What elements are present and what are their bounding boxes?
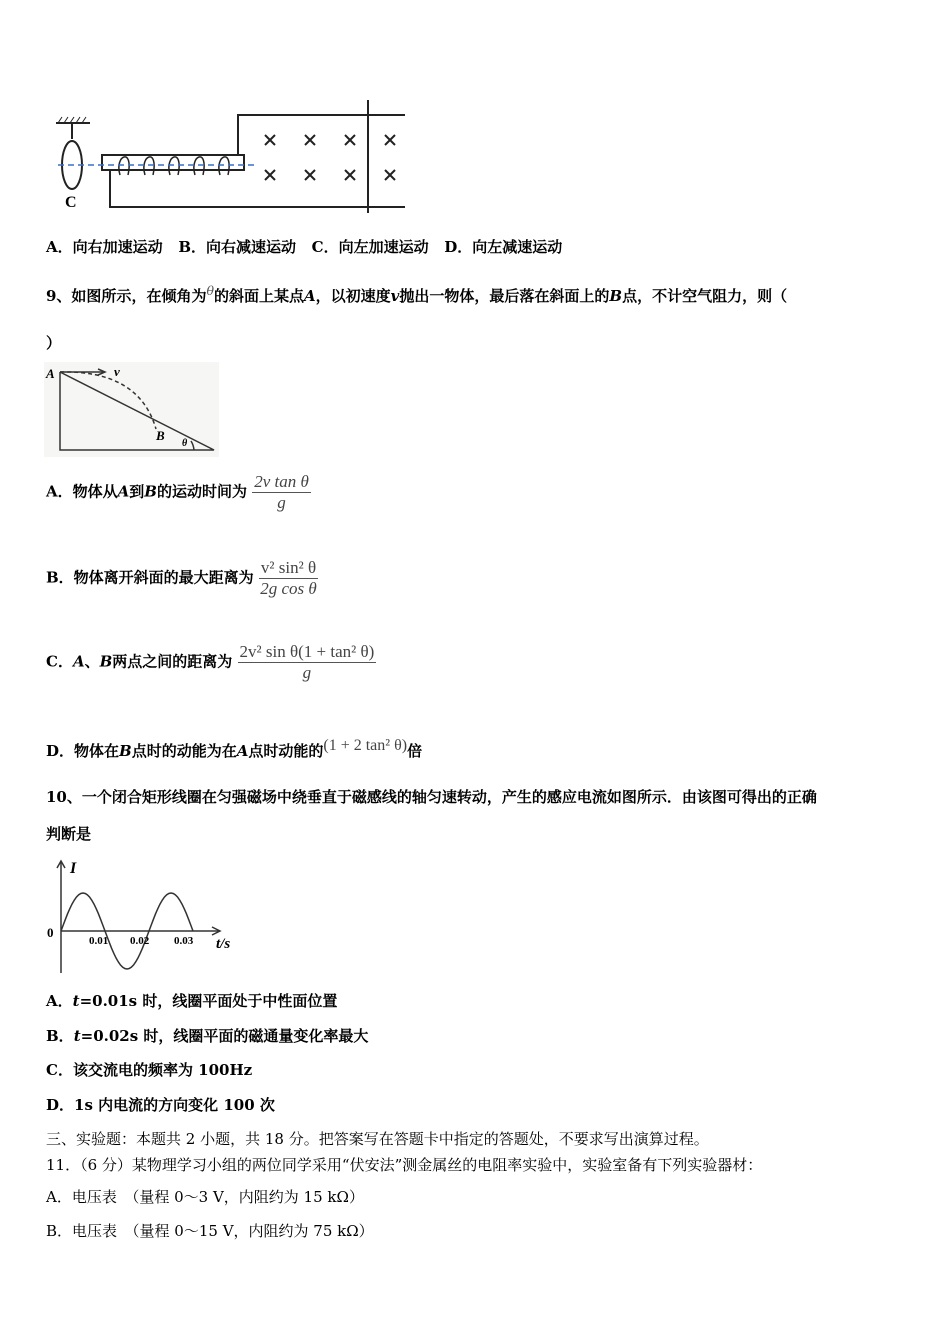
label-b: B <box>156 428 165 443</box>
q10-option-b[interactable] <box>46 1025 368 1046</box>
x-tick-0.03: 0.03 <box>174 935 194 947</box>
stem-text: 的斜面上某点 <box>213 287 304 305</box>
point-a: A <box>72 652 85 671</box>
formula: (1 + 2 tan² θ) <box>323 737 408 754</box>
q11-option-b[interactable]: B．电压表 （量程 0～15 V，内阻约为 75 kΩ） <box>46 1222 374 1240</box>
stem-text: 点，不计空气阻力，则（ <box>622 287 788 305</box>
q11-stem: 11．（6 分）某物理学习小组的两位同学采用“伏安法”测金属丝的电阻率实验中，实验室备有下列实验器材： <box>46 1156 763 1174</box>
point-a: A <box>117 482 130 501</box>
point-a: A <box>304 287 316 305</box>
q10-option-a[interactable] <box>46 990 337 1011</box>
formula <box>252 472 311 513</box>
denominator: g <box>302 663 312 682</box>
q10-stem-line1: 10、一个闭合矩形线圈在匀强磁场中绕垂直于磁感线的轴匀速转动，产生的感应电流如图所示．由该图可得出的正确 <box>46 788 817 806</box>
option-text: =0.01s 时，线圈平面处于中性面位置 <box>79 992 338 1010</box>
formula <box>238 642 377 683</box>
point-b: B <box>609 287 623 305</box>
denominator: 2g cos θ <box>260 579 317 598</box>
figure-label-c: C <box>65 194 77 211</box>
origin-label: 0 <box>47 925 54 940</box>
option-text: D．物体在 <box>46 742 120 760</box>
option-text: 到 <box>129 482 145 501</box>
option-text: 两点之间的距离为 <box>112 652 233 671</box>
stem-text: 抛出一物体，最后落在斜面上的 <box>399 287 610 305</box>
velocity-symbol: v <box>390 287 400 305</box>
option-text: C． <box>46 652 73 671</box>
q10-chart <box>44 855 244 977</box>
x-axis-label: t/s <box>216 936 231 952</box>
option-text: 倍 <box>407 742 423 760</box>
numerator: 2v² sin θ(1 + tan² θ) <box>239 642 375 661</box>
q10-option-d[interactable]: D．1s 内电流的方向变化 100 次 <box>46 1096 275 1114</box>
option-a[interactable]: A．向右加速运动 <box>46 238 163 256</box>
q9-option-a[interactable] <box>46 472 311 513</box>
point-a: A <box>236 742 249 760</box>
time-symbol: t <box>72 992 80 1010</box>
x-tick-0.02: 0.02 <box>130 935 150 947</box>
q9-option-c[interactable] <box>46 642 376 683</box>
option-d[interactable]: D．向左减速运动 <box>444 238 563 256</box>
q9-figure <box>44 362 219 457</box>
numerator: v² sin² θ <box>260 558 317 577</box>
option-text: 点时动能的 <box>248 742 324 760</box>
q8-figure <box>50 95 410 215</box>
time-symbol: t <box>73 1027 81 1045</box>
q9-option-b[interactable] <box>46 558 318 599</box>
q8-options <box>46 236 562 257</box>
q9-stem <box>46 283 787 306</box>
option-b[interactable]: B．向右减速运动 <box>178 238 296 256</box>
stem-text: ，以初速度 <box>315 287 391 305</box>
y-axis-label: I <box>70 860 77 877</box>
q9-option-d[interactable] <box>46 737 422 761</box>
point-b: B <box>119 742 132 760</box>
option-text: A．物体从 <box>46 482 118 501</box>
label-theta: θ <box>182 438 188 449</box>
q10-stem-line2: 判断是 <box>46 825 92 843</box>
q9-stem-close: ） <box>46 334 62 352</box>
option-text: =0.02s 时，线圈平面的磁通量变化率最大 <box>80 1027 369 1045</box>
option-text: 点时的动能为在 <box>131 742 237 760</box>
option-text: 、 <box>84 652 100 671</box>
section-3-heading: 三、实验题：本题共 2 小题，共 18 分。把答案写在答题卡中指定的答题处，不要求写出演算过程。 <box>46 1130 709 1148</box>
option-c[interactable]: C．向左加速运动 <box>311 238 429 256</box>
point-b: B <box>144 482 157 501</box>
label-a: A <box>46 366 55 381</box>
numerator: 2v tan θ <box>254 472 309 491</box>
option-text: 的运动时间为 <box>156 482 247 501</box>
option-text: A． <box>46 992 73 1010</box>
point-b: B <box>99 652 113 671</box>
option-text: B．物体离开斜面的最大距离为 <box>46 568 254 587</box>
stem-text: 9、如图所示，在倾角为 <box>46 287 207 305</box>
denominator: g <box>277 493 286 512</box>
q11-option-a[interactable]: A．电压表 （量程 0～3 V，内阻约为 15 kΩ） <box>46 1188 364 1206</box>
theta-symbol: θ <box>206 283 214 298</box>
option-text: B． <box>46 1027 74 1045</box>
q10-option-c[interactable]: C．该交流电的频率为 100Hz <box>46 1061 253 1079</box>
label-v: v <box>114 364 120 379</box>
formula <box>259 558 318 599</box>
x-tick-0.01: 0.01 <box>89 935 109 947</box>
